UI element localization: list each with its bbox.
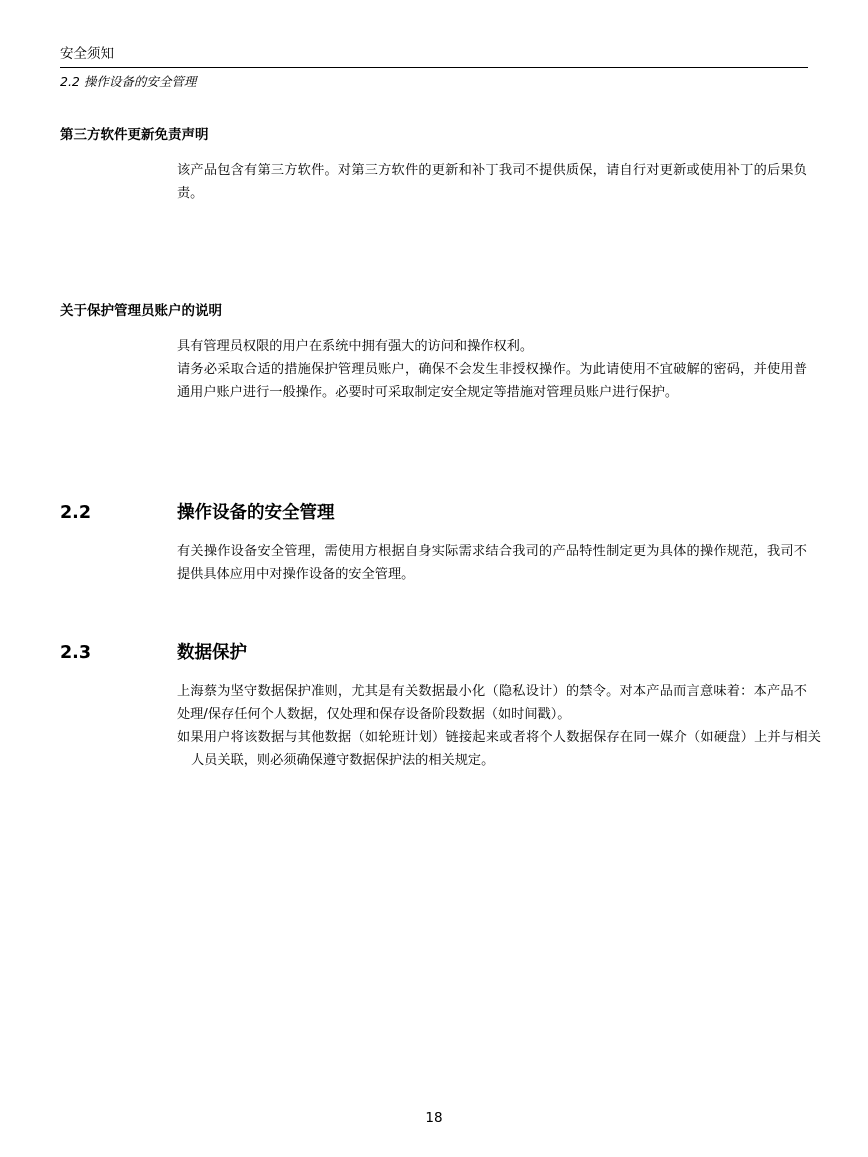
section-2-2 [60, 500, 808, 586]
block-paragraph: 该产品包含有第三方软件。对第三方软件的更新和补丁我司不提供质保，请自行对更新或使用补丁的后果负责。 [177, 163, 807, 201]
section-title: 操作设备的安全管理 [177, 503, 335, 523]
section-heading [60, 500, 808, 526]
block-paragraph: 具有管理员权限的用户在系统中拥有强大的访问和操作权利。 [177, 339, 534, 354]
page-number: 18 [425, 1110, 443, 1126]
section-2-3 [60, 640, 821, 772]
block-admin-account-notice [60, 301, 808, 404]
block-third-party-disclaimer [60, 125, 808, 205]
document-body [60, 125, 821, 772]
section-paragraph: 上海蔡为坚守数据保护准则，尤其是有关数据最小化（隐私设计）的禁令。对本产品而言意味着：本产品不处理/保存任何个人数据，仅处理和保存设备阶段数据（如时间戳）。 [177, 684, 807, 722]
section-paragraph: 如果用户将该数据与其他数据（如轮班计划）链接起来或者将个人数据保存在同一媒介（如硬盘）上并与相关人员关联，则必须确保遵守数据保护法的相关规定。 [177, 730, 821, 768]
header-subtitle: 2.2 操作设备的安全管理 [60, 74, 197, 89]
section-paragraph: 有关操作设备安全管理，需使用方根据自身实际需求结合我司的产品特性制定更为具体的操作规范，我司不提供具体应用中对操作设备的安全管理。 [177, 544, 807, 582]
spacer [60, 666, 808, 680]
block-heading: 关于保护管理员账户的说明 [60, 303, 222, 319]
header-title: 安全须知 [60, 46, 114, 62]
spacer [60, 321, 808, 335]
page-footer [0, 1110, 868, 1126]
page-header [60, 45, 808, 91]
spacer [60, 526, 808, 540]
block-paragraph: 请务必采取合适的措施保护管理员账户，确保不会发生非授权操作。为此请使用不宜破解的密码，并使用普通用户账户进行一般操作。必要时可采取制定安全规定等措施对管理员账户进行保护。 [177, 362, 807, 400]
block-heading: 第三方软件更新免责声明 [60, 127, 209, 143]
section-number: 2.3 [60, 643, 92, 663]
spacer [60, 205, 808, 301]
section-heading [60, 640, 808, 666]
section-number: 2.2 [60, 503, 92, 523]
spacer [60, 145, 808, 159]
spacer [60, 586, 808, 640]
section-title: 数据保护 [177, 643, 247, 663]
spacer [60, 404, 808, 500]
